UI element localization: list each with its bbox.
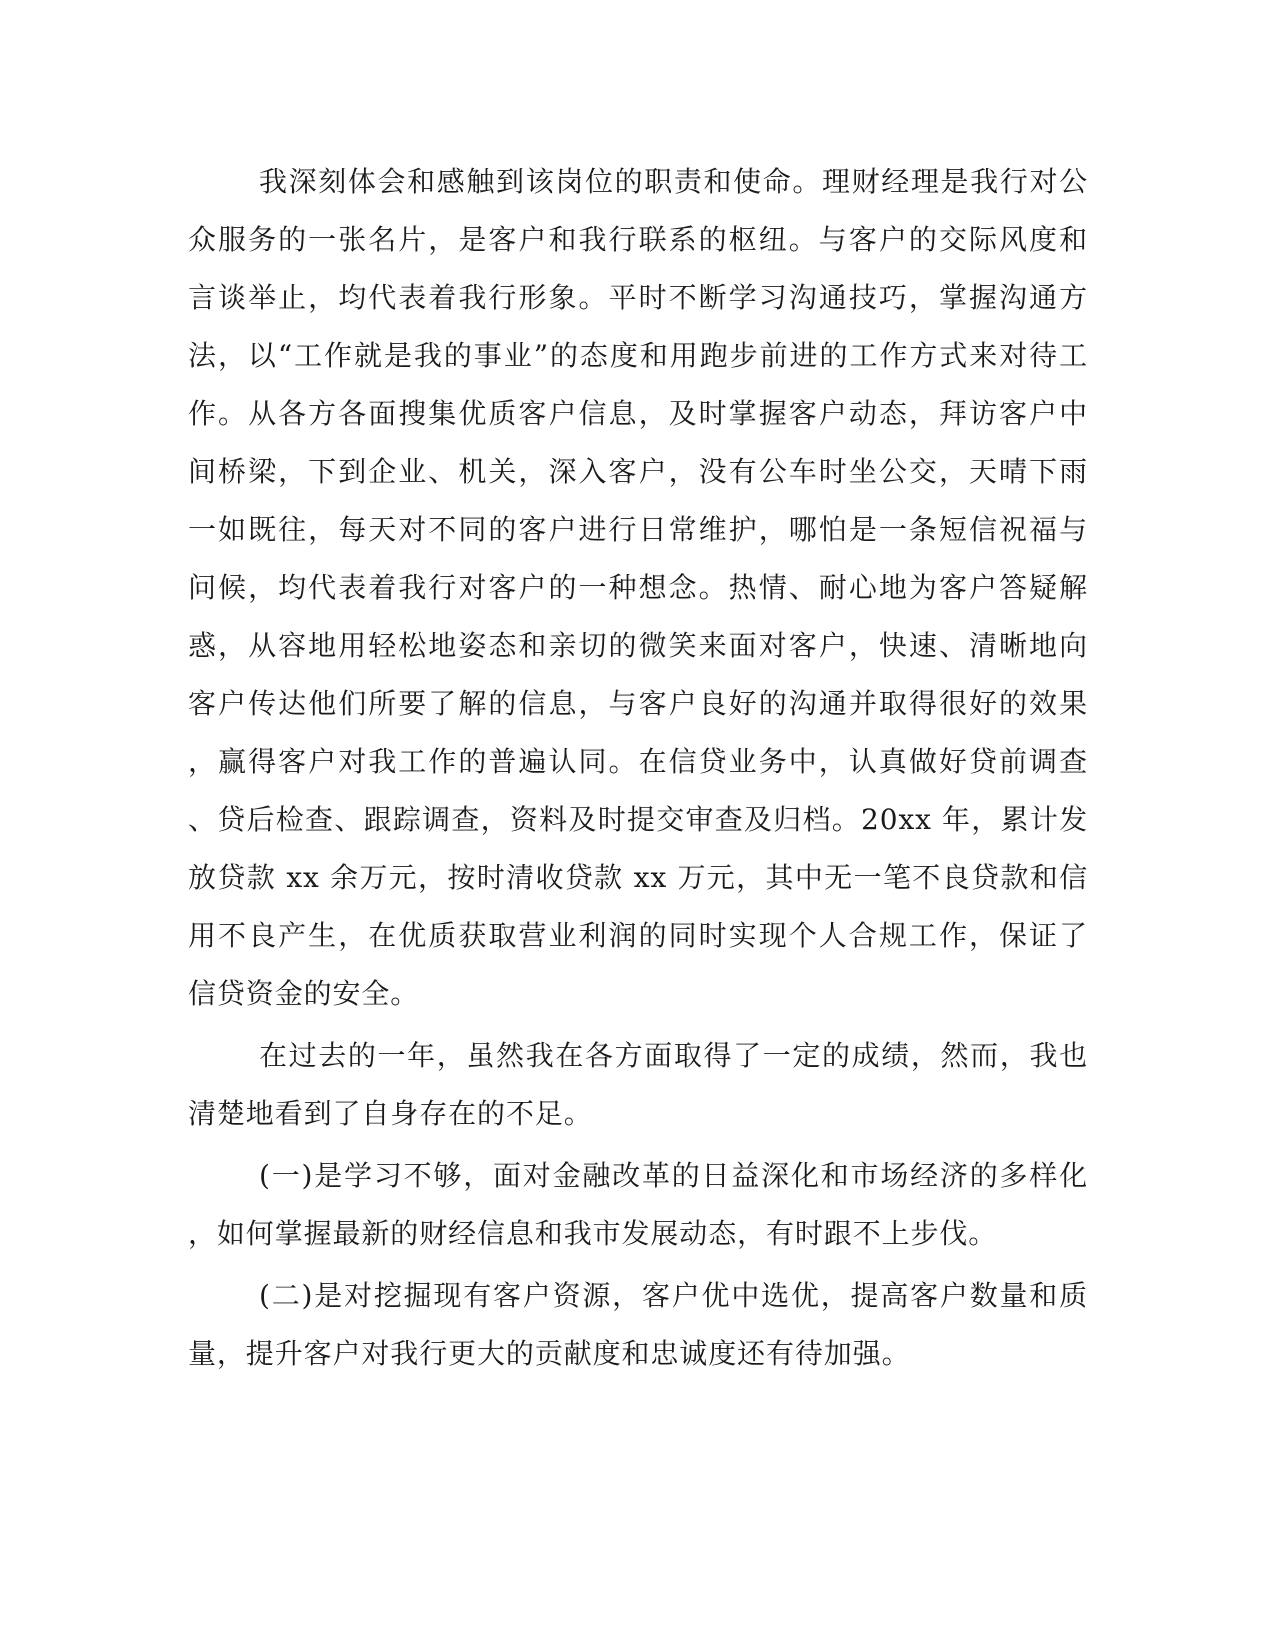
text-line: 清楚地看到了自身存在的不足。 xyxy=(188,1097,593,1130)
text-line: 量，提升客户对我行更大的贡献度和忠诚度还有待加强。 xyxy=(188,1337,911,1370)
text-line: 在过去的一年，虽然我在各方面取得了一定的成绩，然而，我也 xyxy=(259,1039,1088,1072)
text-line: ，如何掌握最新的财经信息和我市发展动态，有时跟不上步伐。 xyxy=(188,1217,998,1250)
text-line: 放贷款 xx 余万元，按时清收贷款 xx 万元，其中无一笔不良贷款和信 xyxy=(188,861,1088,894)
text-line: 作。从各方各面搜集优质客户信息，及时掌握客户动态，拜访客户中 xyxy=(188,397,1088,430)
text-line: 客户传达他们所要了解的信息，与客户良好的沟通并取得很好的效果 xyxy=(188,687,1088,720)
text-line: 、贷后检查、跟踪调查，资料及时提交审查及归档。20xx 年，累计发 xyxy=(188,803,1088,836)
text-line: 言谈举止，均代表着我行形象。平时不断学习沟通技巧，掌握沟通方 xyxy=(188,281,1088,314)
text-line: 惑，从容地用轻松地姿态和亲切的微笑来面对客户，快速、清晰地向 xyxy=(188,629,1088,662)
text-line: 用不良产生，在优质获取营业利润的同时实现个人合规工作，保证了 xyxy=(188,919,1088,952)
text-line: 法，以“工作就是我的事业”的态度和用跑步前进的工作方式来对待工 xyxy=(188,339,1088,372)
text-line: 问候，均代表着我行对客户的一种想念。热情、耐心地为客户答疑解 xyxy=(188,571,1088,604)
text-line: (二)是对挖掘现有客户资源，客户优中选优，提高客户数量和质 xyxy=(259,1279,1088,1312)
text-line: 我深刻体会和感触到该岗位的职责和使命。理财经理是我行对公 xyxy=(259,165,1088,198)
text-line: ，赢得客户对我工作的普遍认同。在信贷业务中，认真做好贷前调查 xyxy=(188,745,1088,778)
text-line: 间桥梁，下到企业、机关，深入客户，没有公车时坐公交，天晴下雨 xyxy=(188,455,1088,488)
text-line: 众服务的一张名片，是客户和我行联系的枢纽。与客户的交际风度和 xyxy=(188,223,1088,256)
text-line: 一如既往，每天对不同的客户进行日常维护，哪怕是一条短信祝福与 xyxy=(188,513,1088,546)
text-line: (一)是学习不够，面对金融改革的日益深化和市场经济的多样化 xyxy=(259,1159,1088,1192)
text-line: 信贷资金的安全。 xyxy=(188,977,420,1010)
